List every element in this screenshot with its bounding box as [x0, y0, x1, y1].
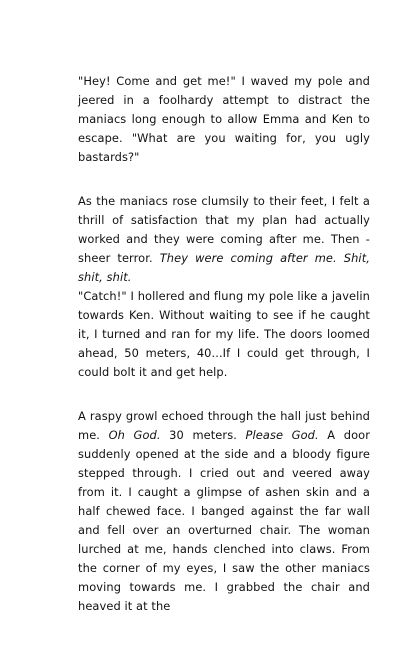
paragraph-4-italic-oh-god: Oh God. — [108, 428, 161, 442]
paragraph-4-text-c: A door suddenly opened at the side and a bloody figure stepped through. I cried out and veered away from it. I caught a glimpse of ashen skin and a half chewed face. I banged against the far wall and fell over an overturned chair. The woman lurched at me, hands clenched into claws. From the corner of my eyes, I saw the other maniacs moving towards me. I grabbed the chair and heaved it at the — [78, 428, 370, 613]
paragraph-1 — [78, 72, 370, 167]
paragraph-4-text-a: A raspy growl echoed through the hall just behind me. — [78, 409, 370, 442]
paragraph-4-text-b: 30 meters. — [160, 428, 246, 442]
paragraph-4-italic-please-god: Please God. — [245, 428, 319, 442]
paragraph-2 — [78, 192, 370, 287]
paragraph-2-text: As the maniacs rose clumsily to their feet, I felt a thrill of satisfaction that my plan had actually worked and they were coming after me. Then - sheer terror. — [78, 194, 370, 265]
paragraph-1-text: "Hey! Come and get me!" I waved my pole and jeered in a foolhardy attempt to distract the maniacs long enough to allow Emma and Ken to escape. "What are you waiting for, you ugly bastards?" — [78, 74, 370, 164]
paragraph-2-italic-thought: They were coming after me. Shit, shit, shit. — [78, 251, 370, 284]
paragraph-4 — [78, 407, 370, 616]
paragraph-3 — [78, 287, 370, 382]
paragraph-3-text: "Catch!" I hollered and flung my pole like a javelin towards Ken. Without waiting to see if he caught it, I turned and ran for my life. The doors loomed ahead, 50 meters, 40...If I could get through, I could bolt it and get help. — [78, 289, 370, 379]
